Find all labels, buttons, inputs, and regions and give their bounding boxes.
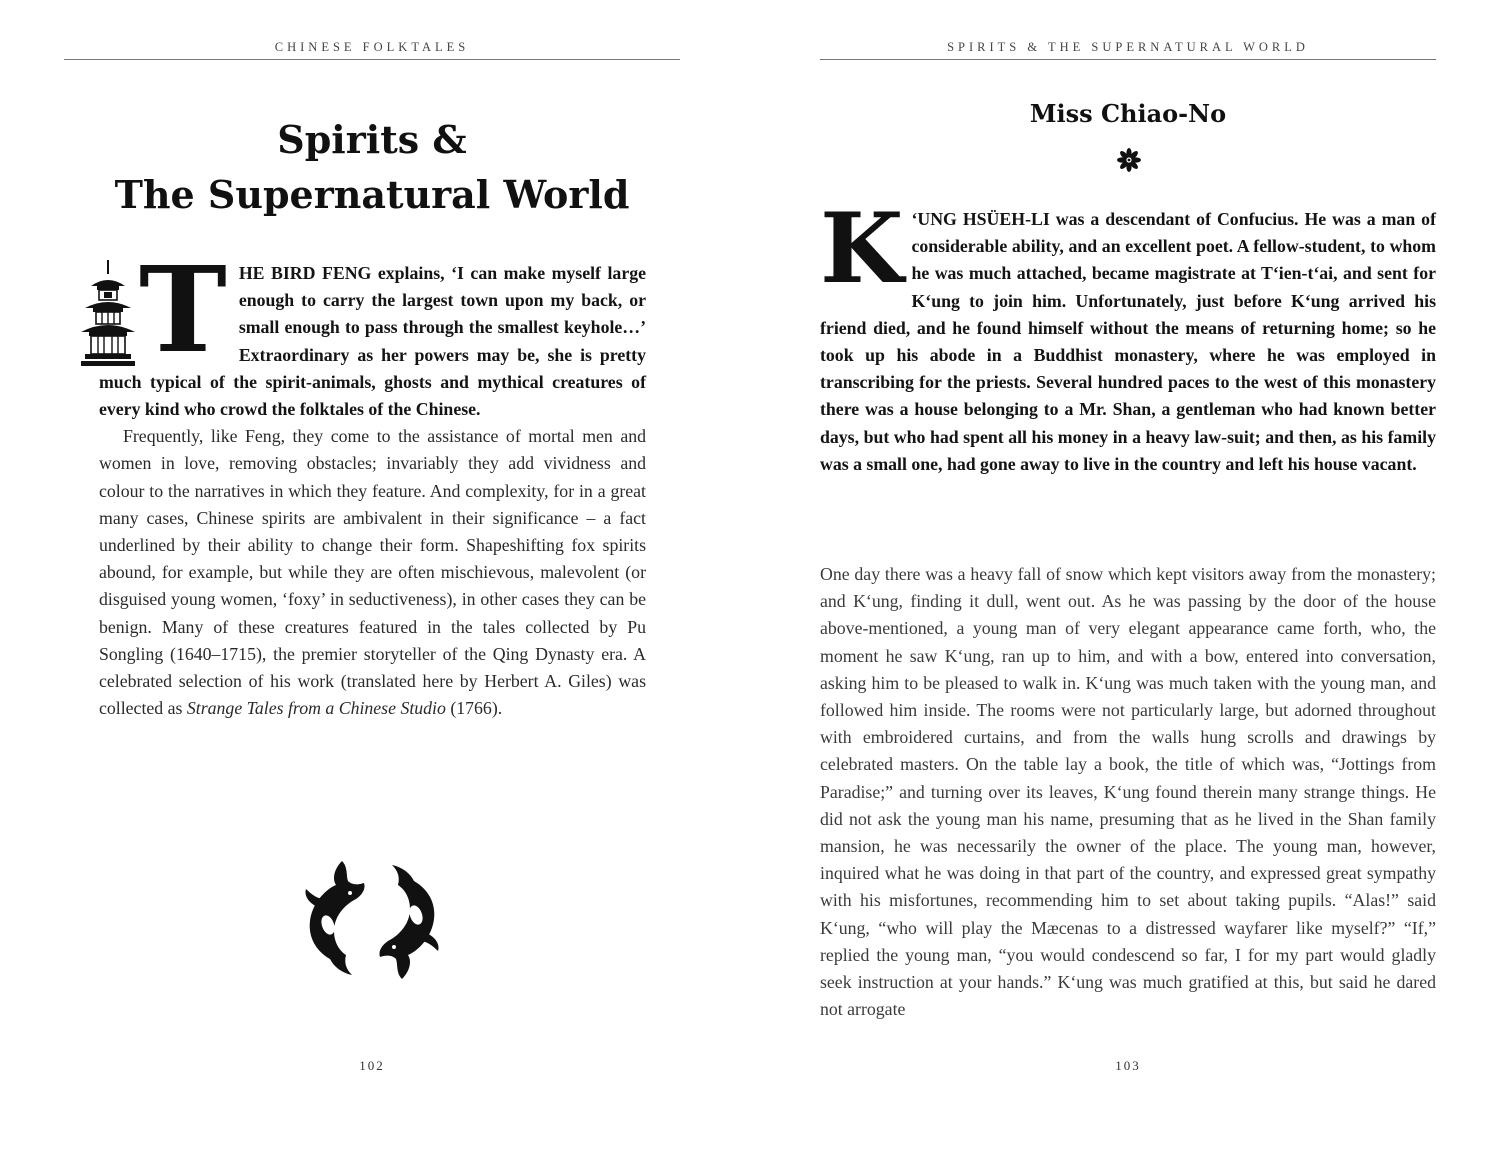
story-intro-paragraph	[820, 192, 1436, 478]
left-body	[99, 240, 646, 722]
section-title-line1: Spirits &	[277, 117, 467, 162]
intro-paragraph	[99, 240, 646, 423]
right-page	[820, 0, 1436, 1151]
pagoda-icon	[81, 260, 135, 368]
page-number-right: 103	[1115, 1058, 1141, 1073]
drop-cap-k: K	[820, 192, 904, 305]
running-head-right: SPIRITS & THE SUPERNATURAL WORLD	[947, 40, 1309, 54]
story-body-paragraph: One day there was a heavy fall of snow which kept visitors away from the monastery; and K‘ung, finding it dull, went out. As he was passing by the door of the house above-mentioned, a young man of very elegant appearance came forth, who, the moment he saw K‘ung, ran up to him, and with a bow, entered into conversation, asking him to be pleased to walk in. K‘ung was much taken with the young man, and followed him inside. The rooms were not particularly large, but adorned throughout with embroidered curtains, and from the walls hung scrolls and drawings by celebrated masters. On the table lay a book, the title of which was, “Jottings from Paradise;” and turning over its leaves, K‘ung found therein many strange things. He did not ask the young man his name, presuming that as he lived in the Shan family mansion, he was necessarily the owner of the place. The young man, however, inquired what he was doing in that part of the country, and expressed great sympathy with his misfortunes, recommending him to set about taking pupils. “Alas!” said K‘ung, “who will play the Mæcenas to a distressed wayfarer like myself?” “If,” replied the young man, “you would condescend so far, I for my part would gladly seek instruction at your hands.” K‘ung was much gratified at this, but said he dared not arrogate	[820, 564, 1436, 1020]
koi-fish-icon	[304, 855, 440, 985]
header-rule-right	[820, 59, 1436, 60]
left-page	[64, 0, 680, 1151]
header-rule-left	[64, 59, 680, 60]
intro-text: HE BIRD FENG explains, ‘I can make myself large enough to carry the largest town upon my back, or small enough to pass through the smallest keyhole…’ Extraordinary as her powers may be, she is pretty much typical of the spirit-animals, ghosts and mythical creatures of every kind who crowd the folktales of the Chinese.	[99, 263, 646, 420]
drop-cap-t: T	[139, 240, 227, 379]
book-title: Strange Tales from a Chinese Studio	[186, 698, 446, 719]
page-number-left: 102	[359, 1058, 385, 1073]
story-intro-text: ‘UNG HSÜEH-LI was a descendant of Confucius. He was a man of considerable ability, and an excellent poet. A fellow-student, to whom he was much attached, became magistrate at T‘ien-t‘ai, and sent for K‘ung to join him. Unfortunately, just before K‘ung arrived his friend died, and he found himself without the means of returning home; so he took up his abode in a Buddhist monastery, where he was employed in transcribing for the priests. Several hundred paces to the west of this monastery there was a house belonging to a Mr. Shan, a gentleman who had known better days, but who had spent all his money in a heavy law-suit; and then, as his family was a small one, had gone away to live in the country and left his house vacant.	[820, 209, 1436, 474]
story-intro-block	[820, 192, 1436, 478]
flower-ornament-icon	[1117, 148, 1141, 172]
body-paragraph	[99, 423, 646, 722]
story-title: Miss Chiao-No	[1029, 99, 1227, 128]
body-paragraph-end: (1766).	[450, 698, 503, 719]
section-title	[64, 112, 680, 222]
section-title-line2: The Supernatural World	[114, 172, 630, 217]
running-head-left: CHINESE FOLKTALES	[274, 40, 470, 54]
body-paragraph-text: Frequently, like Feng, they come to the assistance of mortal men and women in love, removing obstacles; invariably they add vividness and colour to the narratives in which they feature. And complexity, for in a great many cases, Chinese spirits are ambivalent in their significance – a fact underlined by their ability to change their form. Shapeshifting fox spirits abound, for example, but while they are often mischievous, malevolent (or disguised young women, ‘foxy’ in seductiveness), in other cases they can be benign. Many of these creatures featured in the tales collected by Pu Songling (1640–1715), the premier storyteller of the Qing Dynasty era. A celebrated selection of his work (translated here by Herbert A. Giles) was collected as	[99, 426, 646, 719]
